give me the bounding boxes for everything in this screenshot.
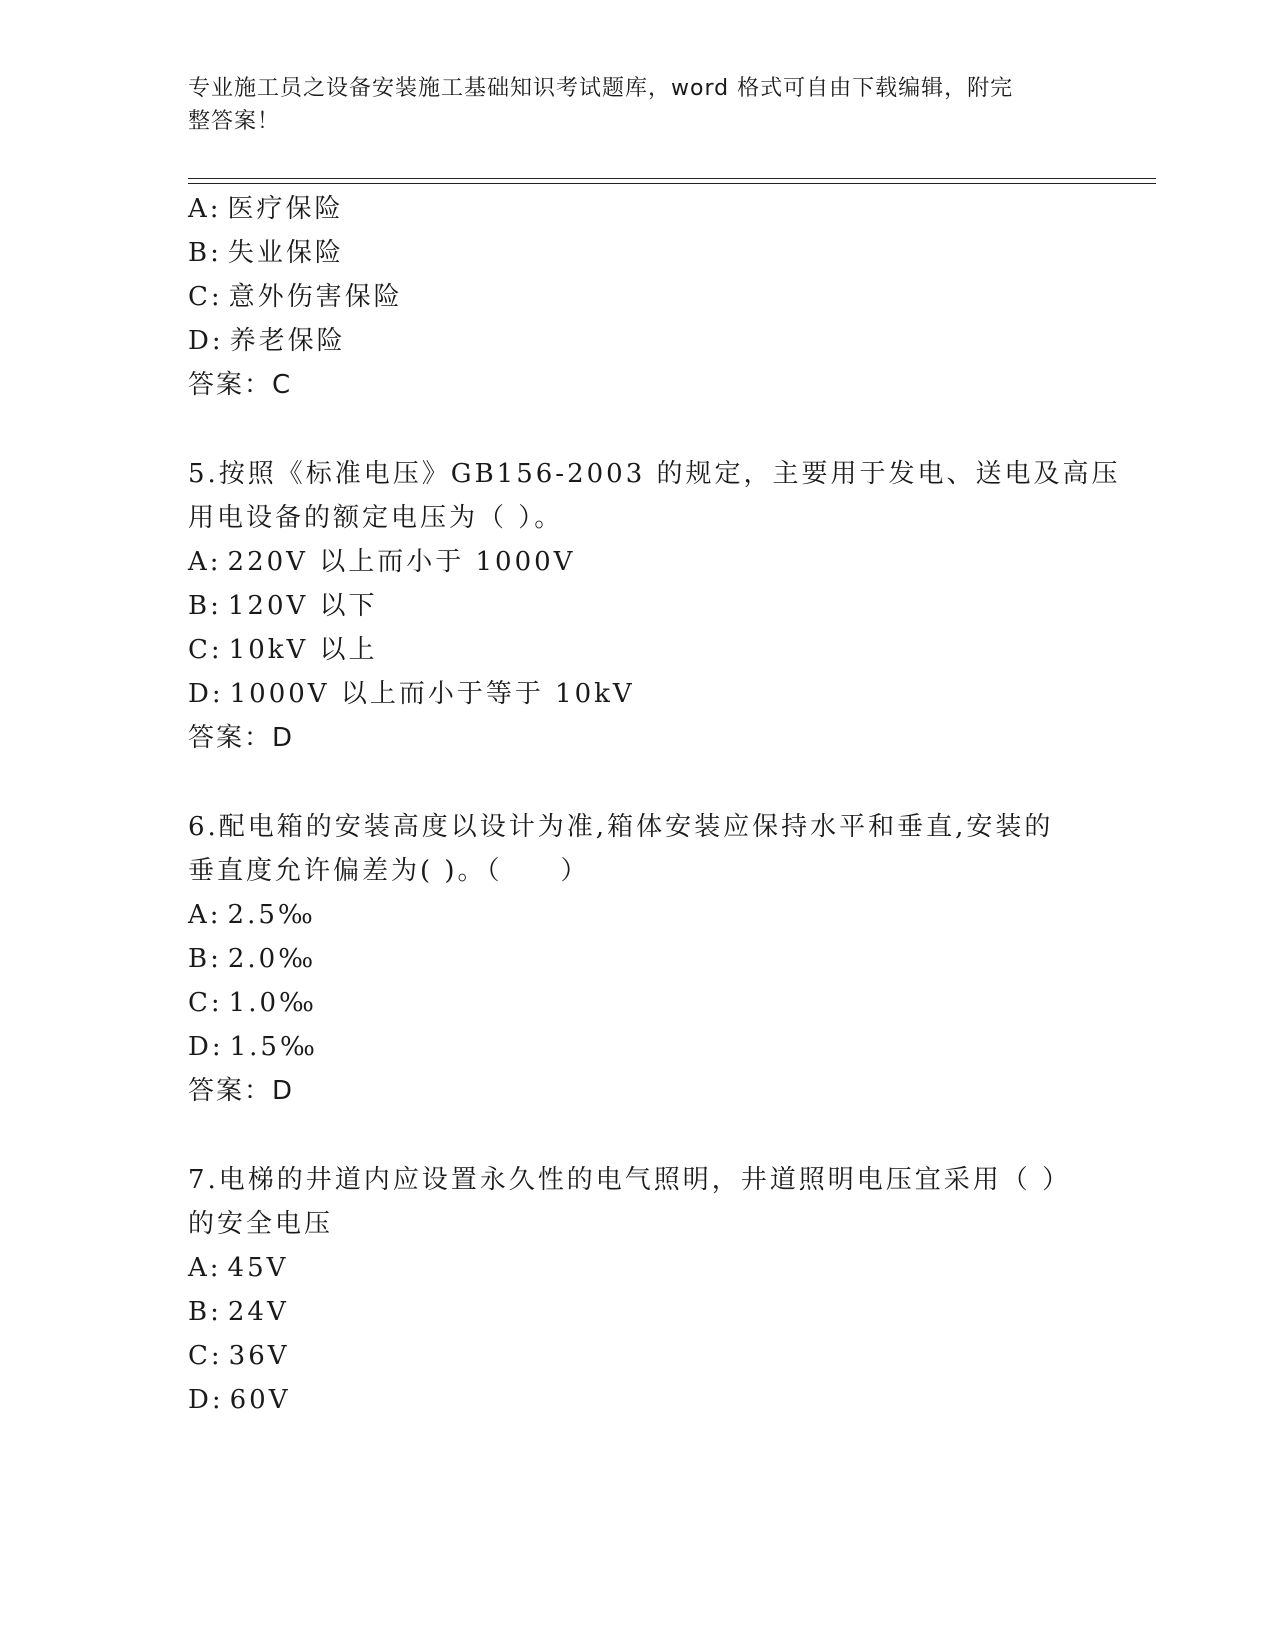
q6-answer: 答案：D (188, 1076, 295, 1106)
option-text: 意外伤害保险 (228, 282, 403, 312)
option-text: 36V (228, 1341, 290, 1371)
header-line-2: 整答案！ (188, 109, 281, 134)
option-label: D: (188, 326, 224, 356)
q4-option-a (188, 192, 344, 226)
header-line-1: 专业施工员之设备安装施工基础知识考试题库，word 格式可自由下载编辑，附完 (188, 76, 1014, 101)
option-text: 2.0‰ (227, 944, 317, 974)
q7-option-a (188, 1251, 288, 1285)
option-text: 10kV 以上 (228, 635, 378, 665)
option-text: 养老保险 (229, 326, 346, 356)
q7-option-c (188, 1339, 290, 1373)
option-label: A: (188, 194, 222, 224)
document-header (188, 72, 1068, 138)
q7-option-d (188, 1383, 290, 1417)
option-label: C: (188, 282, 223, 312)
q7-stem-line-1: 7.电梯的井道内应设置永久性的电气照明，井道照明电压宜采用（ ） (188, 1165, 1072, 1195)
q7-option-b (188, 1295, 289, 1329)
q6-stem-line-1: 6.配电箱的安装高度以设计为准,箱体安装应保持水平和垂直,安装的 (188, 812, 1054, 842)
q6-option-d (188, 1030, 318, 1064)
option-label: A: (188, 547, 222, 577)
header-divider-bottom (188, 183, 1156, 184)
q5-option-b (188, 589, 378, 623)
option-label: A: (188, 900, 222, 930)
option-label: D: (188, 679, 224, 709)
option-label: B: (188, 1297, 222, 1327)
option-label: C: (188, 988, 223, 1018)
option-label: B: (188, 238, 222, 268)
option-text: 2.5‰ (227, 900, 316, 930)
q5-stem-line-1: 5.按照《标准电压》GB156-2003 的规定，主要用于发电、送电及高压 (188, 459, 1121, 489)
option-text: 1.5‰ (229, 1032, 318, 1062)
option-label: B: (188, 944, 222, 974)
q6-option-a (188, 898, 316, 932)
option-text: 24V (227, 1297, 289, 1327)
q4-option-c (188, 280, 403, 314)
q5-option-d (188, 677, 635, 711)
option-label: C: (188, 635, 223, 665)
q6-option-b (188, 942, 316, 976)
option-label: D: (188, 1032, 224, 1062)
option-text: 失业保险 (227, 238, 344, 268)
option-text: 45V (227, 1253, 289, 1283)
option-text: 1.0‰ (228, 988, 317, 1018)
q7-stem-line-2: 的安全电压 (188, 1209, 334, 1239)
option-text: 60V (229, 1385, 291, 1415)
header-divider-top (188, 178, 1156, 179)
option-text: 120V 以下 (227, 591, 378, 621)
option-label: D: (188, 1385, 224, 1415)
q4-option-d (188, 324, 346, 358)
option-text: 医疗保险 (227, 194, 344, 224)
q4-option-b (188, 236, 344, 270)
q6-option-c (188, 986, 317, 1020)
option-text: 1000V 以上而小于等于 10kV (229, 679, 635, 709)
q5-option-a (188, 545, 575, 579)
option-text: 220V 以上而小于 1000V (227, 547, 576, 577)
q5-option-c (188, 633, 378, 667)
option-label: B: (188, 591, 222, 621)
q5-stem-line-2: 用电设备的额定电压为（ ）。 (188, 503, 564, 533)
q5-answer: 答案：D (188, 723, 295, 753)
q4-answer: 答案：C (188, 370, 293, 400)
option-label: C: (188, 1341, 223, 1371)
option-label: A: (188, 1253, 222, 1283)
q6-stem-line-2: 垂直度允许偏差为( )。（ ） (188, 856, 590, 886)
